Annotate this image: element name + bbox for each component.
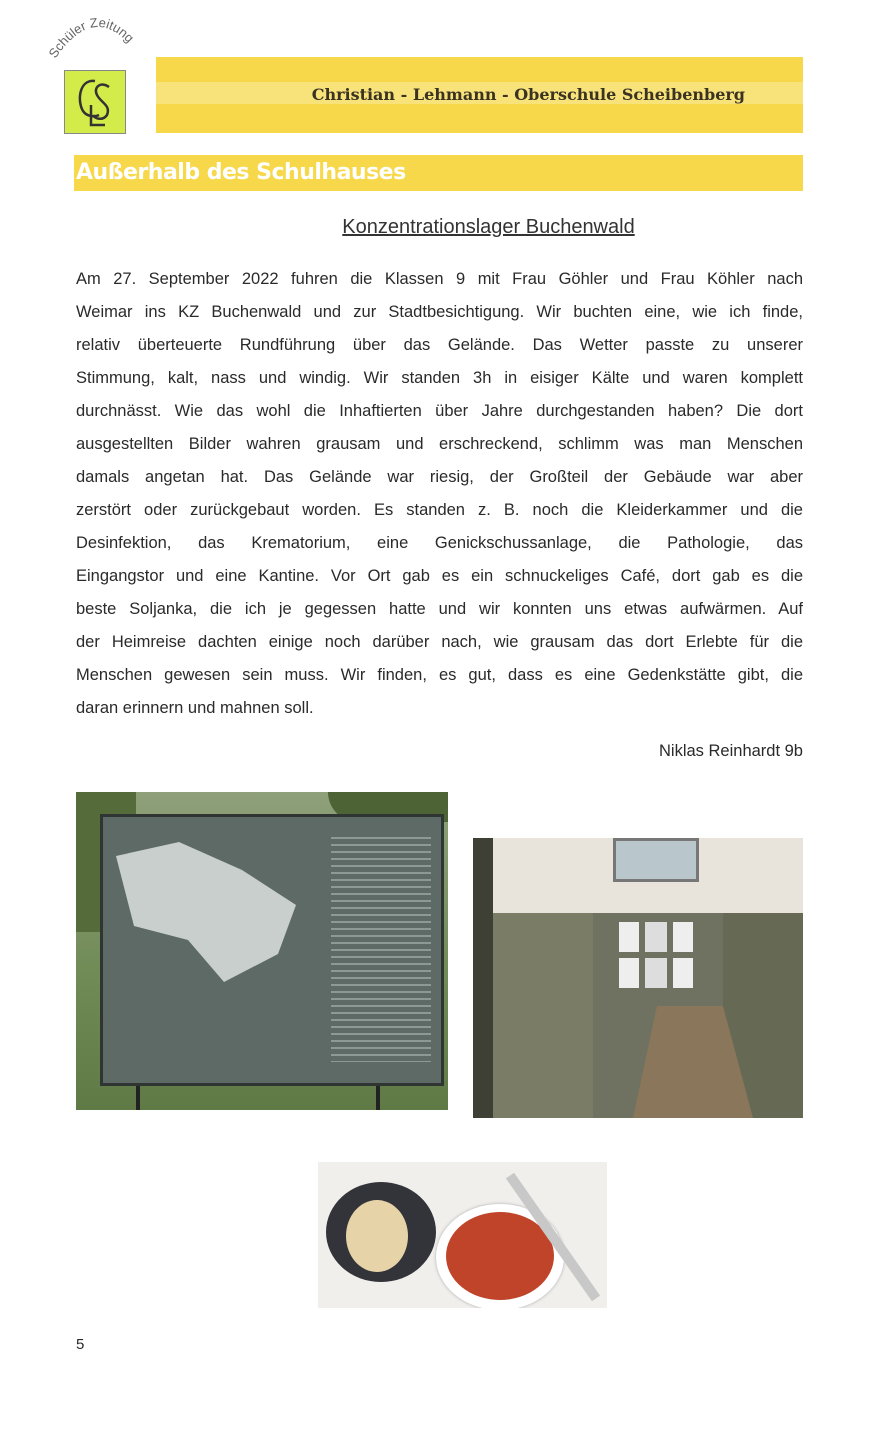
photo-site-map-board — [76, 792, 448, 1110]
article-line: durchnässt. Wie das wohl die Inhaftierten über Jahre durchgestanden haben? Die dort — [76, 402, 803, 420]
article-line: Weimar ins KZ Buchenwald und zur Stadtbesichtigung. Wir buchten eine, wie ich finde, — [76, 303, 803, 321]
article-title-wrap — [0, 216, 895, 239]
article-line: beste Soljanka, die ich je gegessen hatte und wir konnten uns etwas aufwärmen. Auf — [76, 600, 803, 618]
article-title: Konzentrationslager Buchenwald — [342, 216, 635, 238]
article-line: Am 27. September 2022 fuhren die Klassen 9 mit Frau Göhler und Frau Köhler nach — [76, 270, 803, 288]
page-number: 5 — [76, 1336, 85, 1353]
article-line: der Heimreise dachten einige noch darüber nach, wie grausam das dort Erlebte für die — [76, 633, 803, 651]
article-line: ausgestellten Bilder wahren grausam und erschreckend, schlimm was man Menschen — [76, 435, 803, 453]
article-line: Desinfektion, das Krematorium, eine Genickschussanlage, die Pathologie, das — [76, 534, 803, 552]
article-line: Menschen gewesen sein muss. Wir finden, es gut, dass es eine Gedenkstätte gibt, die — [76, 666, 803, 684]
school-banner — [156, 57, 803, 133]
article-body — [76, 263, 803, 725]
section-label: Außerhalb des Schulhauses — [76, 160, 406, 185]
article-line: zerstört oder zurückgebaut worden. Es standen z. B. noch die Kleiderkammer und die — [76, 501, 803, 519]
article-line: relativ überteuerte Rundführung über das Gelände. Das Wetter passte zu unserer — [76, 336, 803, 354]
school-name: Christian - Lehmann - Oberschule Scheibenberg — [311, 85, 745, 104]
svg-text:Schüler Zeitung: Schüler Zeitung — [45, 14, 138, 61]
article-line: Stimmung, kalt, nass und windig. Wir standen 3h in eisiger Kälte und waren komplett — [76, 369, 803, 387]
logo-monogram-icon — [65, 71, 125, 133]
article-line: Eingangstor und eine Kantine. Vor Ort gab es ein schnuckeliges Café, dort gab es die — [76, 567, 803, 585]
article-line: damals angetan hat. Das Gelände war riesig, der Großteil der Gebäude war aber — [76, 468, 803, 486]
article-author: Niklas Reinhardt 9b — [659, 742, 803, 760]
school-logo — [64, 70, 126, 134]
photo-soljanka — [318, 1162, 607, 1308]
article-line: daran erinnern und mahnen soll. — [76, 699, 314, 717]
photo-cell-room — [473, 838, 803, 1118]
section-header — [74, 155, 803, 191]
logo-arc-text — [44, 8, 152, 68]
